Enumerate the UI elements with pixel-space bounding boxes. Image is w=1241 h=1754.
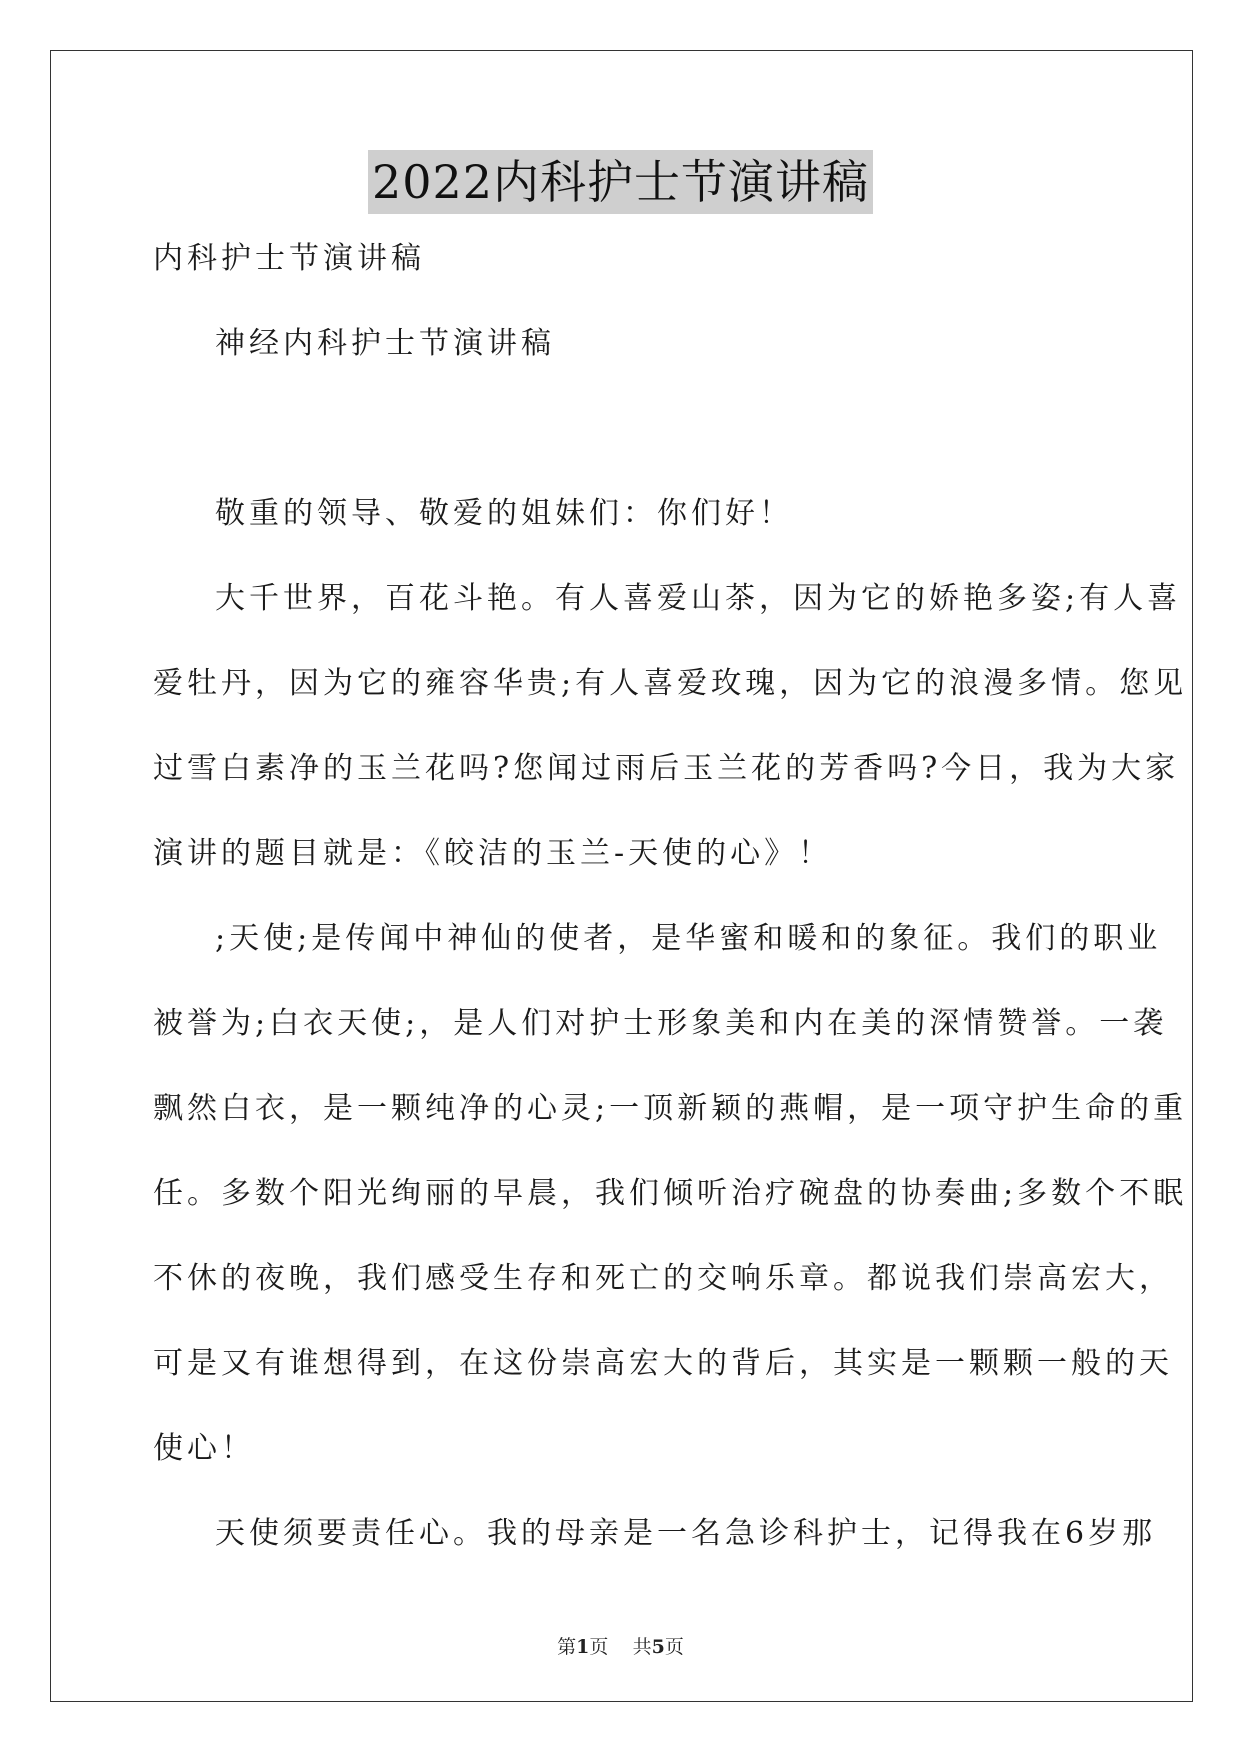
paragraph-line: ;天使;是传闻中神仙的使者，是华蜜和暖和的象征。我们的职业	[215, 921, 1162, 956]
subtitle-indented-line: 神经内科护士节演讲稿	[215, 326, 555, 361]
document-body	[153, 236, 1188, 1596]
paragraph-line: 任。多数个阳光绚丽的早晨，我们倾听治疗碗盘的协奏曲;多数个不眠	[153, 1176, 1188, 1211]
paragraph-line: 爱牡丹，因为它的雍容华贵;有人喜爱玫瑰，因为它的浪漫多情。您见	[153, 666, 1188, 701]
paragraph-line: 不休的夜晚，我们感受生存和死亡的交响乐章。都说我们崇高宏大，	[153, 1261, 1173, 1296]
footer-page-current: 1	[576, 1636, 590, 1658]
footer-total-prefix: 共	[632, 1636, 652, 1658]
paragraph-line: 大千世界，百花斗艳。有人喜爱山茶，因为它的娇艳多姿;有人喜	[215, 581, 1182, 616]
subtitle-line: 内科护士节演讲稿	[153, 241, 425, 276]
footer-page-suffix: 页	[589, 1636, 609, 1658]
greeting-line: 敬重的领导、敬爱的姐妹们：你们好！	[215, 496, 793, 531]
paragraph-line: 使心！	[153, 1431, 255, 1466]
footer-page-prefix: 第	[557, 1636, 577, 1658]
paragraph-line: 过雪白素净的玉兰花吗?您闻过雨后玉兰花的芳香吗?今日，我为大家	[153, 751, 1180, 786]
paragraph-line: 被誉为;白衣天使;，是人们对护士形象美和内在美的深情赞誉。一袭	[153, 1006, 1168, 1041]
document-title: 2022内科护士节演讲稿	[368, 150, 873, 214]
paragraph-line: 演讲的题目就是：《皎洁的玉兰-天使的心》！	[153, 836, 833, 871]
page-footer	[0, 1632, 1241, 1659]
title-container	[0, 150, 1241, 214]
paragraph-line: 飘然白衣，是一颗纯净的心灵;一顶新颖的燕帽，是一项守护生命的重	[153, 1091, 1188, 1126]
paragraph-line: 可是又有谁想得到，在这份崇高宏大的背后，其实是一颗颗一般的天	[153, 1346, 1173, 1381]
footer-total-suffix: 页	[664, 1636, 684, 1658]
footer-page-total: 5	[651, 1636, 665, 1658]
paragraph-line: 天使须要责任心。我的母亲是一名急诊科护士，记得我在6岁那	[215, 1516, 1157, 1551]
